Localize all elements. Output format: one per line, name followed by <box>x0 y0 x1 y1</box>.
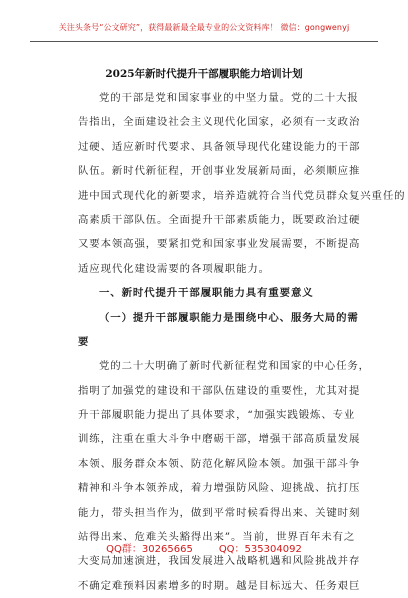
text-line: 不确定难预料因素增多的时期。越是目标远大、任务艰巨 <box>78 579 361 592</box>
text-line: 进中国式现代化的新要求，培养造就符合当代党员群众复兴重任的 <box>78 189 406 202</box>
document-title: 2025年新时代提升干部履职能力培训计划 <box>105 68 303 80</box>
text-line: 高素质干部队伍。全面提升干部素质能力，既要政治过硬 <box>78 213 361 226</box>
qq-group-number: QQ群：30265665 <box>106 544 193 555</box>
text-line: 训练，注重在重大斗争中磨砺干部，增强干部高质量发展 <box>78 433 361 446</box>
text-line: 适应现代化建设需要的各项履职能力。 <box>78 262 270 275</box>
subsection-heading-line: 要 <box>78 335 90 348</box>
header-divider <box>30 41 378 42</box>
text-line: 队伍。新时代新征程，开创事业发展新局面，必须顺应推 <box>78 165 361 178</box>
paragraph-1 <box>78 86 406 598</box>
footer-contact <box>0 540 408 555</box>
text-line: 党的干部是党和国家事业的中坚力量。党的二十大报 <box>99 92 359 104</box>
text-line: 本领、服务群众本领、防范化解风险本领。加强干部斗争 <box>78 457 361 470</box>
qq-number: QQ：535304092 <box>218 544 302 555</box>
header-banner: 关注头条号“公文研究”，获得最新最全最专业的公文资料库！ 微信：gongwenyj <box>58 23 350 32</box>
section-heading-1: 一、新时代提升干部履职能力具有重要意义 <box>99 287 314 300</box>
text-line: 升干部履职能力提出了具体要求，“加强实践锻炼、专业 <box>78 409 356 422</box>
text-line: 党的二十大明确了新时代新征程党和国家的中心任务， <box>99 360 370 373</box>
text-line: 站得出来、危难关头豁得出来”。当前，世界百年未有之 <box>78 531 356 544</box>
text-line: 指明了加强党的建设和干部队伍建设的重要性，尤其对提 <box>78 384 361 397</box>
text-line: 告指出，全面建设社会主义现代化国家，必须有一支政治 <box>78 116 361 129</box>
text-line: 精神和斗争本领养成，着力增强防风险、迎挑战、抗打压 <box>78 482 361 495</box>
text-line: 过硬、适应新时代要求、具备领导现代化建设能力的干部 <box>78 140 361 153</box>
text-line: 大变局加速演进，我国发展进入战略机遇和风险挑战并存 <box>78 555 361 568</box>
subsection-heading-line: （一）提升干部履职能力是围绕中心、服务大局的需 <box>99 311 359 324</box>
text-line: 能力，带头担当作为，做到平常时候看得出来、关键时刻 <box>78 506 361 519</box>
text-line: 又要本领高强，要紧扣党和国家事业发展需要，不断提高 <box>78 238 361 251</box>
